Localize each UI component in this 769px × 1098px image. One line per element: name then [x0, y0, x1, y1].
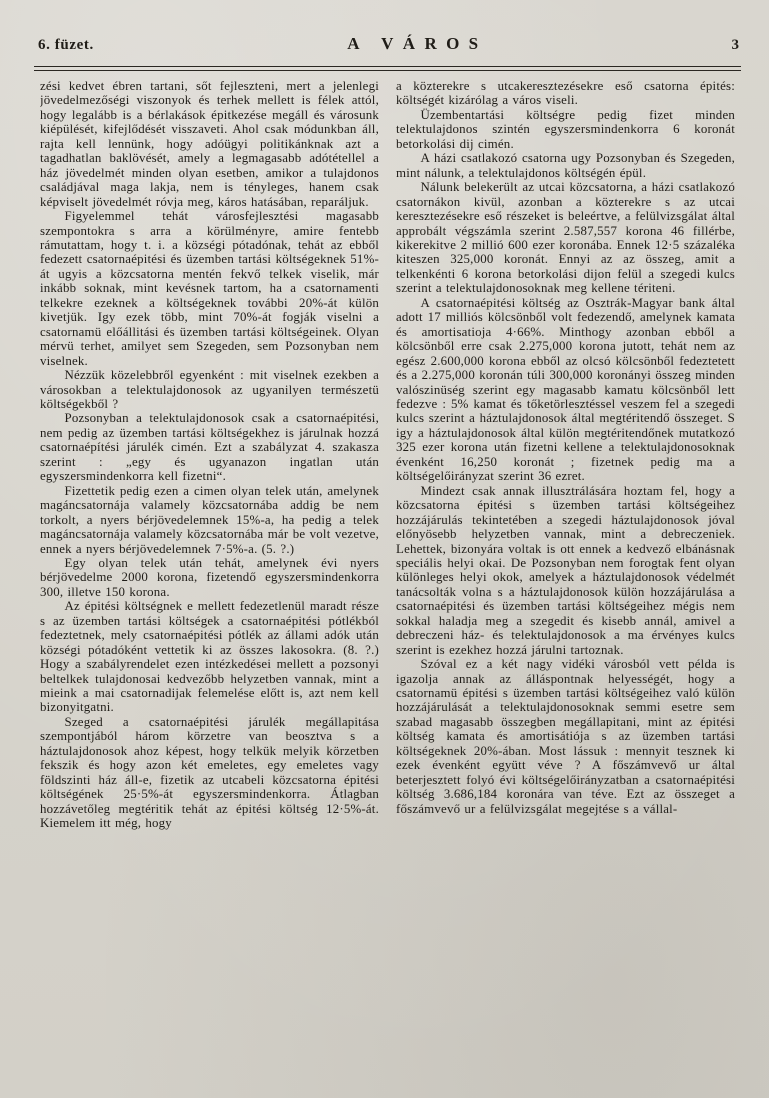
paragraph: Szóval ez a két nagy vidéki városból vett példa is igazolja annak az álláspontnak helyességét, hogy a csatornamü épitési s üzemben tartási költségeihez való külön hozzájárulását a telektulajdonosoknak semmi esetre sem szabad magasabb összegben megállapitani, mint az épitési költség kamata és amortisátiója s az üzemben tartási költségeknek 20%-ában. Most lássuk : mennyit tesznek ki ezek évenként együtt véve ? A főszámvevő ur által beterjesztett folyó évi költségelőirányzatban a csatornaépitési költség 3.686,184 koronára van téve. Ezt az összeget a főszámvevő ur a felülvizsgálat megejtése s a vállal- [396, 657, 735, 816]
right-column [396, 79, 735, 1065]
paragraph: Egy olyan telek után tehát, amelynek évi nyers bérjövedelme 2000 korona, fizetendő egyszersmindenkorra 300, illetve 150 korona. [40, 555, 379, 599]
issue-label: 6. füzet. [38, 37, 94, 53]
paragraph: Pozsonyban a telektulajdonosok csak a csatornaépitési, nem pedig az üzemben tartási költségekhez is járulnak hozzá csatornaépítési járulék cimén. Ezt a szabályzat 4. szakasza szerint : „egy és ugyanazon ingatlan után egyszersmindenkorra kell fizetni“. [40, 411, 379, 484]
left-column [40, 79, 379, 1065]
header-double-rule [34, 66, 741, 71]
page-header [38, 34, 739, 60]
paragraph: Nézzük közelebbről egyenként : mit viselnek ezekben a városokban a telektulajdonosok az ugyanilyen természetü költségekből ? [40, 368, 379, 411]
paragraph: zési kedvet ébren tartani, sőt fejleszteni, mert a jelenlegi jövedelmezőségi viszonyok és terhek mellett is félek attól, hogy legalább is a bérlakások épitkezése megáll és városunk kiépülését, kifejlődését visszaveti. Ahol csak módunkban áll, rajta kell lennünk, hogy adóügyi politikánknak azt a tagadhatlan baklövését, amely a legmagasabb adótétellel a ház jövedelmét minden olyan esetben, amikor a tulajdonos családjával maga lakja, nem is tényleges, hanem csak képviselt jövedelmét róvja meg, káros hatásában, reparáljuk. [40, 79, 379, 209]
journal-title: A VÁROS [347, 34, 488, 53]
paragraph: Fizettetik pedig ezen a cimen olyan telek után, amelynek magáncsatornája valamely közcsatornába addig be nem torkolt, a nyers bérjövedelemnek 15%-a, ha pedig a telek magáncsatornája valamely közcsatornába már be volt vezetve, ennek a nyers bérjövedelemnek 7·5%-a. (5. ?.) [40, 483, 379, 556]
paragraph: Az épitési költségnek e mellett fedezetlenül maradt része s az üzemben tartási költségek a csatornaépitési pótlékból fedeztetnek, mely csatornaépitési pótlék az állami adók után községi pótadóként vettetik ki az összes lakosokra. (8. ?.) Hogy a szabályrendelet ezen intézkedései mellett a pozsonyi beltelkek tulajdonosai kedvezőbb helyzetben vannak, mint a mieink a mai csatornadijak felemelése előtt is, azt nem kell bizonyitgatni. [40, 599, 379, 715]
paragraph: Üzembentartási költségre pedig fizet minden telektulajdonos szintén egyszersmindenkorra 6 koronát betorkolási dij cimén. [396, 107, 735, 151]
paragraph: A házi csatlakozó csatorna ugy Pozsonyban és Szegeden, mint nálunk, a telektulajdonos költségén épül. [396, 151, 735, 180]
paragraph: Nálunk belekerült az utcai közcsatorna, a házi csatlakozó csatornákon kivül, azonban a közterekre s az utcai keresztezésekre eső részeket is beleértve, a felülvizsgálat által approbált végszámla szerint 2.587,557 korona 46 fillérbe, kikerekitve 2 millió 600 ezer koronába. Ennek 12·5 százaléka kiteszen 325,000 koronát. Ennyi az az összeg, amit a telkenkénti 6 korona betorkolási dijon felül a szegedi kulcs szerint a telektulajdonosoknak meg kellene tériteni. [396, 180, 735, 296]
paragraph: Figyelemmel tehát városfejlesztési magasabb szempontokra s arra a körülményre, amire fentebb rámutattam, hogy t. i. a községi pótadónak, tehát az ebből fedezett csatornaépitési és üzemben tartási költségeknek 51%-át ugyis a közcsatorna mentén fekvő telkek viselik, már inkább soknak, mint kevésnek tartom, ha a csatornamenti telkekre ezeknek a költségeknek további 20%-át külön kivetjük. Igy ezek több, mint 70%-át fogják viselni a csatornamü előállitási és üzemben tartási költségeinek. Olyan mérvü terhet, amilyet sem Szegeden, sem Pozsonyban nem viselnek. [40, 209, 379, 368]
paragraph: a közterekre s utcakeresztezésekre eső csatorna épités: költségét kizárólag a város viseli. [396, 79, 735, 108]
paragraph: A csatornaépitési költség az Osztrák-Magyar bank által adott 17 milliós kölcsönből volt fedezendő, amelynek kamata és amortisatioja 4·66%. Minthogy azonban ebből a kölcsönből erre csak 2.275,000 korona jutott, tehát nem az egész 2.600,000 korona ebből az olcsó kölcsönből fedeztetett és a 2.275,000 koronán túli 300,000 koronányi összeg minden valószinüség szerint egy magasabb kamatu kölcsönből lett fedezve : 5% kamat és tőketörlesztéssel veszem fel a szegedi kulcs szerint a háztulajdonosok által megtéritendő összeget. S igy a háztulajdonosok által külön megtéritendőnek mutatkozó 325 ezer korona után fizetni kellene a telektulajdonosoknak évenként 16,250 koronát ; fizetnek pedig ma a költségelőirányzat szerint 36 ezret. [396, 295, 735, 484]
text-columns [40, 79, 735, 1068]
paragraph: Mindezt csak annak illusztrálására hoztam fel, hogy a közcsatorna épitési s üzemben tartási költségeihez hozzájárulás tekintetében a szegedi háztulajdonosok jóval előnyösebb helyzetben vannak, mint a debreczeniek. Lehettek, bizonyára voltak is ott ennek a kedvező elbánásnak speciális helyi okai. De Pozsonyban nem forogtak fent olyan különleges helyi okok, amelyek a háztulajdonosok védelmét tanácsolták volna s a háztulajdonosok külön hozzájárulása a csatornaépitési és üzemben tartási költségeihez mégis nem sokkal haladja meg a szegedit és kisebb annál, amivel a debreczeni ház- és telektulajdonosok a ma érvényes kulcs szerint is ezekhez hozzá járulni tartoznak. [396, 483, 735, 657]
paragraph: Szeged a csatornaépitési járulék megállapitása szempontjából három körzetre van beosztva s a háztulajdonosok ahoz képest, hogy telkük melyik körzetben fekszik és hogy azon két emeletes, egy emeletes vagy földszinti ház áll-e, fizetik az utcabeli közcsatorna épitési költségének 25·5%-át egyszersmindenkorra. Átlagban hozzávetőleg megtéritik tehát az épitési költség 12·5%-át. Kiemelem itt még, hogy [40, 714, 379, 831]
page-number: 3 [731, 37, 739, 53]
